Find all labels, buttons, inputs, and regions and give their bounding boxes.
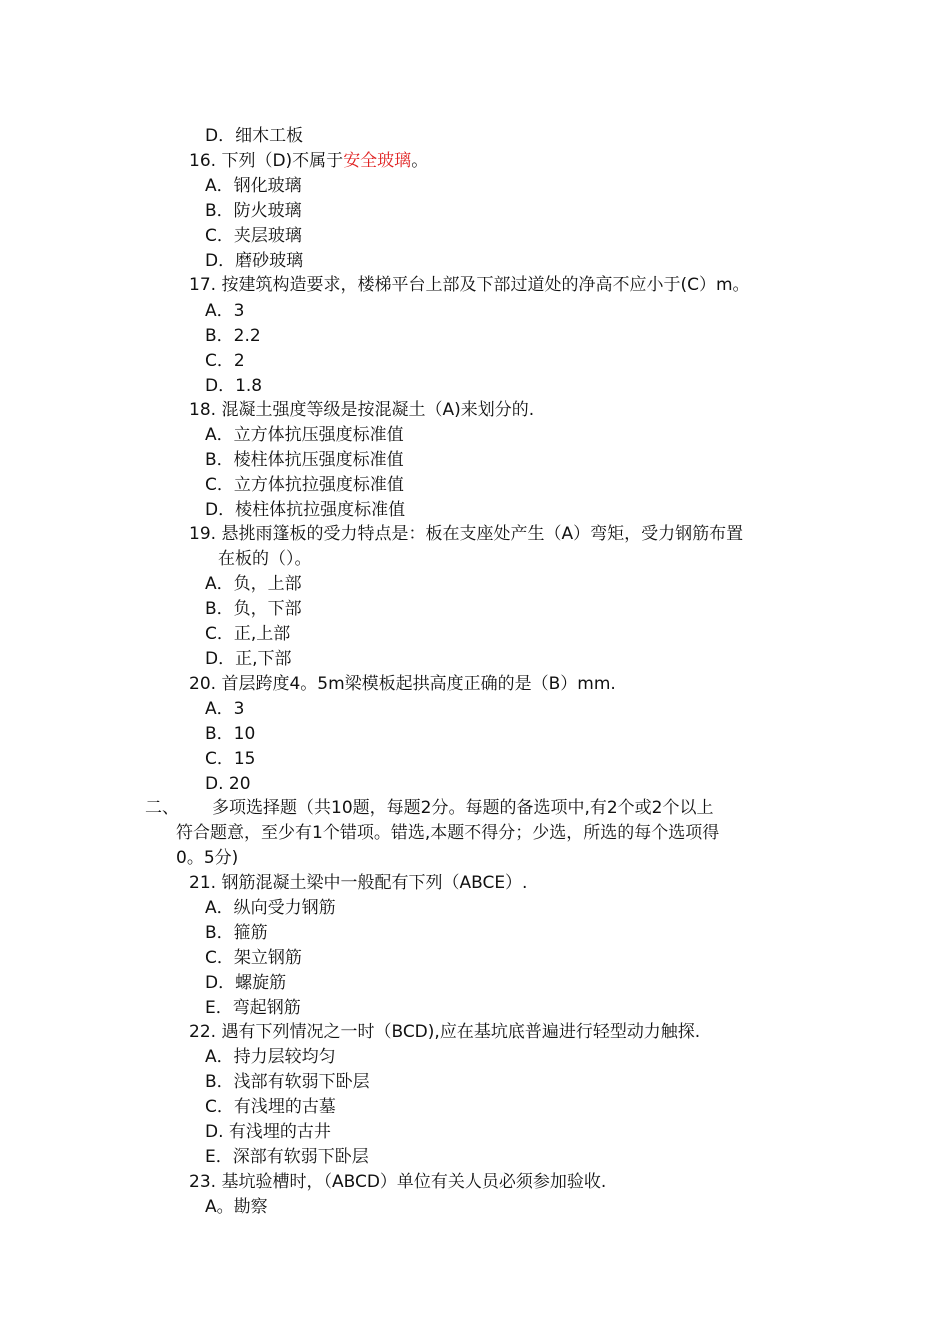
highlighted-term: 安全玻璃 — [343, 151, 412, 171]
section-heading-line2: 符合题意，至少有1个错项。错选,本题不得分；少选，所选的每个选项得 — [176, 823, 720, 843]
question-16 — [189, 149, 428, 173]
option-16-b: B．防火玻璃 — [205, 201, 302, 221]
option-17-d: D．1.8 — [205, 376, 263, 396]
question-text: 悬挑雨篷板的受力特点是：板在支座处产生（A）弯矩，受力钢筋布置 — [221, 524, 744, 544]
question-22 — [189, 1020, 700, 1044]
option-18-a: A．立方体抗压强度标准值 — [205, 425, 404, 445]
option-19-a: A．负，上部 — [205, 574, 302, 594]
option-21-b: B．箍筋 — [205, 923, 268, 943]
option-19-d: D．正,下部 — [205, 649, 292, 669]
question-number: 22. — [189, 1022, 217, 1042]
option-22-c: C．有浅埋的古墓 — [205, 1097, 336, 1117]
option-15-d: D．细木工板 — [205, 126, 304, 146]
question-text: 下列（D)不属于 — [221, 151, 344, 171]
option-19-c: C．正,上部 — [205, 624, 291, 644]
option-22-e: E．深部有软弱下卧层 — [205, 1147, 369, 1167]
question-text: 按建筑构造要求，楼梯平台上部及下部过道处的净高不应小于(C）m。 — [221, 275, 750, 295]
question-text: 遇有下列情况之一时（BCD),应在基坑底普遍进行轻型动力触探. — [221, 1022, 701, 1042]
option-20-d: D. 20 — [205, 774, 251, 794]
option-18-c: C．立方体抗拉强度标准值 — [205, 475, 404, 495]
section-number: 二、 — [145, 798, 179, 818]
option-22-d: D. 有浅埋的古井 — [205, 1122, 331, 1142]
question-number: 19. — [189, 524, 217, 544]
option-16-d: D．磨砂玻璃 — [205, 251, 304, 271]
option-20-b: B．10 — [205, 724, 256, 744]
option-22-b: B．浅部有软弱下卧层 — [205, 1072, 370, 1092]
question-number: 21. — [189, 873, 217, 893]
option-16-c: C．夹层玻璃 — [205, 226, 302, 246]
question-19-continued: 在板的（）。 — [218, 549, 312, 569]
question-text: 混凝土强度等级是按混凝土（A)来划分的. — [221, 400, 535, 420]
option-20-a: A．3 — [205, 699, 245, 719]
question-23 — [189, 1170, 606, 1194]
question-text-end: 。 — [411, 151, 429, 171]
option-20-c: C．15 — [205, 749, 256, 769]
option-17-c: C．2 — [205, 351, 245, 371]
option-21-d: D．螺旋筋 — [205, 973, 287, 993]
option-17-b: B．2.2 — [205, 326, 261, 346]
option-16-a: A．钢化玻璃 — [205, 176, 302, 196]
question-text: 钢筋混凝土梁中一般配有下列（ABCE）. — [221, 873, 528, 893]
question-number: 18. — [189, 400, 217, 420]
question-number: 17. — [189, 275, 217, 295]
question-number: 23. — [189, 1172, 217, 1192]
question-text: 基坑验槽时，（ABCD）单位有关人员必须参加验收. — [221, 1172, 607, 1192]
question-18 — [189, 398, 534, 422]
question-17 — [189, 273, 750, 297]
question-number: 20. — [189, 674, 217, 694]
question-19 — [189, 522, 743, 546]
option-21-a: A．纵向受力钢筋 — [205, 898, 336, 918]
section-heading-line3: 0。5分) — [176, 848, 239, 868]
option-18-d: D．棱柱体抗拉强度标准值 — [205, 500, 406, 520]
section-heading-line1: 多项选择题（共10题，每题2分。每题的备选项中,有2个或2个以上 — [212, 798, 714, 818]
option-22-a: A．持力层较均匀 — [205, 1047, 336, 1067]
option-21-c: C．架立钢筋 — [205, 948, 302, 968]
question-21 — [189, 871, 527, 895]
option-17-a: A．3 — [205, 301, 245, 321]
option-21-e: E．弯起钢筋 — [205, 998, 301, 1018]
option-18-b: B．棱柱体抗压强度标准值 — [205, 450, 404, 470]
question-text: 首层跨度4。5m梁模板起拱高度正确的是（B）mm. — [221, 674, 616, 694]
option-19-b: B．负，下部 — [205, 599, 302, 619]
question-20 — [189, 672, 616, 696]
question-number: 16. — [189, 151, 217, 171]
option-23-a: A。勘察 — [205, 1197, 268, 1217]
